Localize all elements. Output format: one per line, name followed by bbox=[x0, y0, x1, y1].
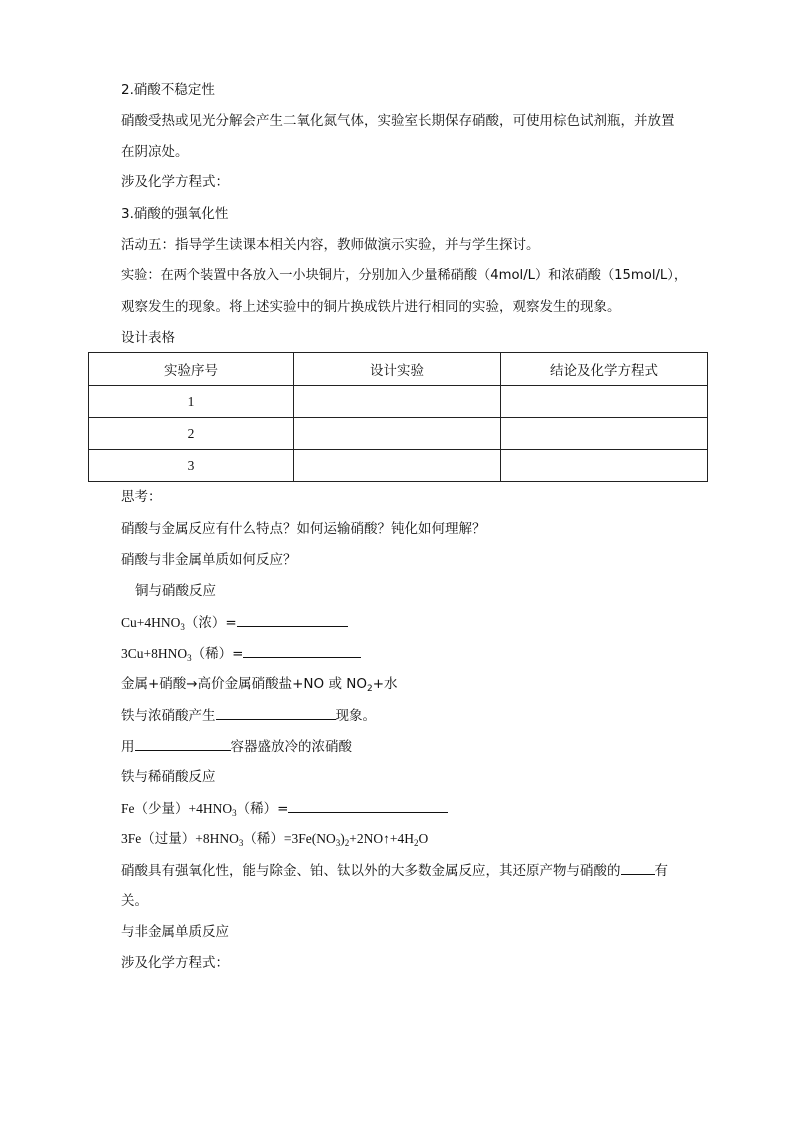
answer-blank[interactable] bbox=[621, 860, 655, 875]
section-2-equation-prompt: 涉及化学方程式： bbox=[121, 174, 229, 190]
iron-dilute-heading: 铁与稀硝酸反应 bbox=[121, 769, 216, 785]
equation-fe-little bbox=[121, 798, 448, 819]
equation-text: （稀）=3Fe(NO bbox=[243, 831, 336, 846]
table-row bbox=[89, 450, 708, 482]
iron-concentrated-phenomenon bbox=[121, 705, 376, 726]
table-cell bbox=[501, 450, 708, 482]
copper-reaction-heading: 铜与硝酸反应 bbox=[135, 583, 216, 599]
table-header-cell: 结论及化学方程式 bbox=[501, 353, 708, 386]
subscript: 3 bbox=[335, 838, 341, 848]
nonmetal-equation-prompt: 涉及化学方程式： bbox=[121, 955, 229, 971]
summary-line-1 bbox=[121, 860, 668, 881]
equation-text: Fe（少量）+4HNO bbox=[121, 801, 233, 816]
equation-text: O bbox=[418, 831, 429, 846]
table-cell: 1 bbox=[89, 386, 294, 418]
summary-line-2: 关。 bbox=[121, 893, 148, 909]
text: 硝酸具有强氧化性，能与除金、铂、钛以外的大多数金属反应，其还原产物与硝酸的 bbox=[121, 863, 621, 879]
table-cell: 3 bbox=[89, 450, 294, 482]
table-row bbox=[89, 418, 708, 450]
section-2-heading: 2.硝酸不稳定性 bbox=[121, 82, 215, 98]
section-2-paragraph-line-2: 在阴凉处。 bbox=[121, 144, 189, 160]
equation-text: 3Fe（过量）+8HNO bbox=[121, 831, 239, 846]
general-rule bbox=[121, 674, 398, 694]
equation-text: +2NO↑+4H bbox=[349, 831, 414, 846]
equation-fe-excess bbox=[121, 829, 428, 849]
equation-text: Cu+4HNO bbox=[121, 615, 181, 630]
thinking-question-2: 硝酸与非金属单质如何反应？ bbox=[121, 552, 297, 568]
thinking-question-1: 硝酸与金属反应有什么特点？如何运输硝酸？钝化如何理解？ bbox=[121, 521, 486, 537]
text: 现象。 bbox=[335, 708, 376, 724]
table-cell: 2 bbox=[89, 418, 294, 450]
table-header-row bbox=[89, 353, 708, 386]
section-2-paragraph-line-1: 硝酸受热或见光分解会产生二氧化氮气体，实验室长期保存硝酸，可使用棕色试剂瓶，并放置 bbox=[121, 113, 675, 129]
table-row bbox=[89, 386, 708, 418]
table-cell bbox=[294, 386, 501, 418]
table-cell bbox=[294, 450, 501, 482]
subscript: 3 bbox=[232, 808, 237, 818]
rule-text: +水 bbox=[372, 676, 398, 692]
experiment-line-1: 实验：在两个装置中各放入一小块铜片，分别加入少量稀硝酸（4mol/L）和浓硝酸（15mol/L）， bbox=[121, 268, 688, 283]
design-table bbox=[88, 352, 708, 482]
table-header-cell: 实验序号 bbox=[89, 353, 294, 386]
subscript: 3 bbox=[238, 838, 244, 848]
table-cell bbox=[294, 418, 501, 450]
table-title: 设计表格 bbox=[121, 330, 175, 346]
answer-blank[interactable] bbox=[243, 643, 361, 658]
table-cell bbox=[501, 386, 708, 418]
answer-blank[interactable] bbox=[237, 612, 348, 627]
rule-text: 金属+硝酸→高价金属硝酸盐+NO 或 NO bbox=[121, 676, 367, 692]
subscript: 2 bbox=[344, 838, 350, 848]
text: 容器盛放冷的浓硝酸 bbox=[230, 739, 352, 755]
answer-blank[interactable] bbox=[135, 736, 231, 751]
equation-text: （稀）= bbox=[191, 646, 244, 662]
activity-five: 活动五：指导学生读课本相关内容，教师做演示实验，并与学生探讨。 bbox=[121, 237, 540, 253]
text: 用 bbox=[121, 739, 135, 755]
experiment-line-2: 观察发生的现象。将上述实验中的铜片换成铁片进行相同的实验，观察发生的现象。 bbox=[121, 299, 621, 315]
nonmetal-heading: 与非金属单质反应 bbox=[121, 924, 229, 940]
answer-blank[interactable] bbox=[288, 798, 448, 813]
subscript: 3 bbox=[187, 653, 192, 663]
subscript: 2 bbox=[413, 838, 419, 848]
text: 铁与浓硝酸产生 bbox=[121, 708, 216, 724]
equation-text: （浓）= bbox=[184, 615, 237, 631]
equation-text: （稀）= bbox=[236, 801, 289, 817]
answer-blank[interactable] bbox=[216, 705, 336, 720]
equation-cu-dilute bbox=[121, 643, 361, 664]
container-statement bbox=[121, 736, 352, 757]
thinking-label: 思考： bbox=[121, 489, 162, 505]
subscript: 2 bbox=[366, 684, 373, 694]
subscript: 3 bbox=[180, 622, 185, 632]
equation-cu-concentrated bbox=[121, 612, 348, 633]
equation-text: ) bbox=[340, 831, 345, 846]
table-header-cell: 设计实验 bbox=[294, 353, 501, 386]
text: 有 bbox=[654, 863, 668, 879]
section-3-heading: 3.硝酸的强氧化性 bbox=[121, 206, 229, 222]
table-cell bbox=[501, 418, 708, 450]
equation-text: 3Cu+8HNO bbox=[121, 646, 188, 661]
